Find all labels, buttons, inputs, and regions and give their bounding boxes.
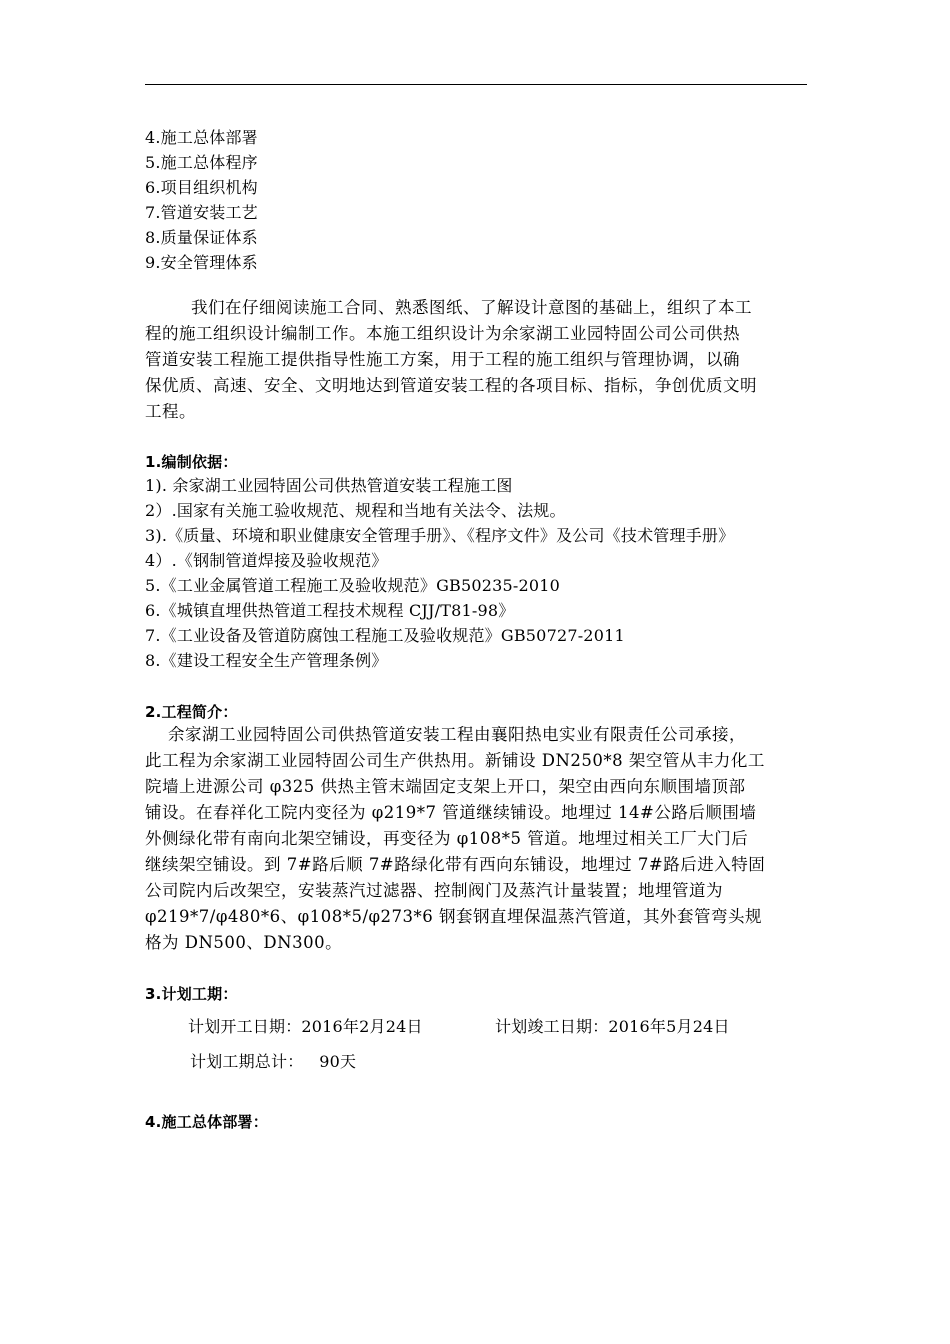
toc-item: 7.管道安装工艺 [145,203,258,222]
planned-duration: 计划工期总计： 90天 [190,1052,357,1071]
toc-item: 9.安全管理体系 [145,253,258,272]
overview-line: 外侧绿化带有南向北架空铺设，再变径为 φ108*5 管道。地埋过相关工厂大门后 [145,829,749,848]
planned-start-date: 计划开工日期：2016年2月24日 [188,1017,423,1036]
basis-item: 8.《建设工程安全生产管理条例》 [145,651,388,670]
section-heading: 2.工程简介： [145,703,238,721]
basis-item: 4）.《钢制管道焊接及验收规范》 [145,551,388,570]
overview-line: 余家湖工业园特固公司供热管道安装工程由襄阳热电实业有限责任公司承接， [145,725,746,744]
planned-end-date: 计划竣工日期：2016年5月24日 [495,1017,730,1036]
intro-line: 管道安装工程施工提供指导性施工方案，用于工程的施工组织与管理协调，以确 [145,350,740,369]
overview-line: φ219*7/φ480*6、φ108*5/φ273*6 钢套钢直埋保温蒸汽管道，其外套管弯头规 [145,907,763,926]
basis-item: 6.《城镇直埋供热管道工程技术规程 CJJ/T81-98》 [145,601,515,620]
toc-item: 8.质量保证体系 [145,228,258,247]
intro-line: 保优质、高速、安全、文明地达到管道安装工程的各项目标、指标，争创优质文明 [145,376,757,395]
basis-item: 3).《质量、环境和职业健康安全管理手册》、《程序文件》及公司《技术管理手册》 [145,526,735,545]
overview-line: 格为 DN500、DN300。 [145,933,343,952]
basis-item: 1). 余家湖工业园特固公司供热管道安装工程施工图 [145,476,513,495]
section-heading: 4.施工总体部署： [145,1113,268,1131]
intro-line: 工程。 [145,402,196,421]
intro-line: 程的施工组织设计编制工作。本施工组织设计为余家湖工业园特固公司公司供热 [145,324,740,343]
intro-line: 我们在仔细阅读施工合同、熟悉图纸、了解设计意图的基础上，组织了本工 [145,298,752,317]
overview-line: 铺设。在春祥化工院内变径为 φ219*7 管道继续铺设。地埋过 14#公路后顺围墙 [145,803,757,822]
basis-item: 2）.国家有关施工验收规范、规程和当地有关法令、法规。 [145,501,566,520]
overview-line: 公司院内后改架空，安装蒸汽过滤器、控制阀门及蒸汽计量装置；地埋管道为 [145,881,723,900]
section-heading: 1.编制依据： [145,453,238,471]
overview-line: 此工程为余家湖工业园特固公司生产供热用。新铺设 DN250*8 架空管从丰力化工 [145,751,765,770]
toc-item: 5.施工总体程序 [145,153,258,172]
overview-line: 院墙上进源公司 φ325 供热主管末端固定支架上开口，架空由西向东顺围墙顶部 [145,777,746,796]
toc-item: 6.项目组织机构 [145,178,258,197]
header-rule [145,84,807,85]
basis-item: 7.《工业设备及管道防腐蚀工程施工及验收规范》GB50727-2011 [145,626,625,645]
overview-line: 继续架空铺设。到 7#路后顺 7#路绿化带有西向东铺设，地埋过 7#路后进入特固 [145,855,766,874]
basis-item: 5.《工业金属管道工程施工及验收规范》GB50235-2010 [145,576,561,595]
toc-item: 4.施工总体部署 [145,128,258,147]
section-heading: 3.计划工期： [145,985,238,1003]
